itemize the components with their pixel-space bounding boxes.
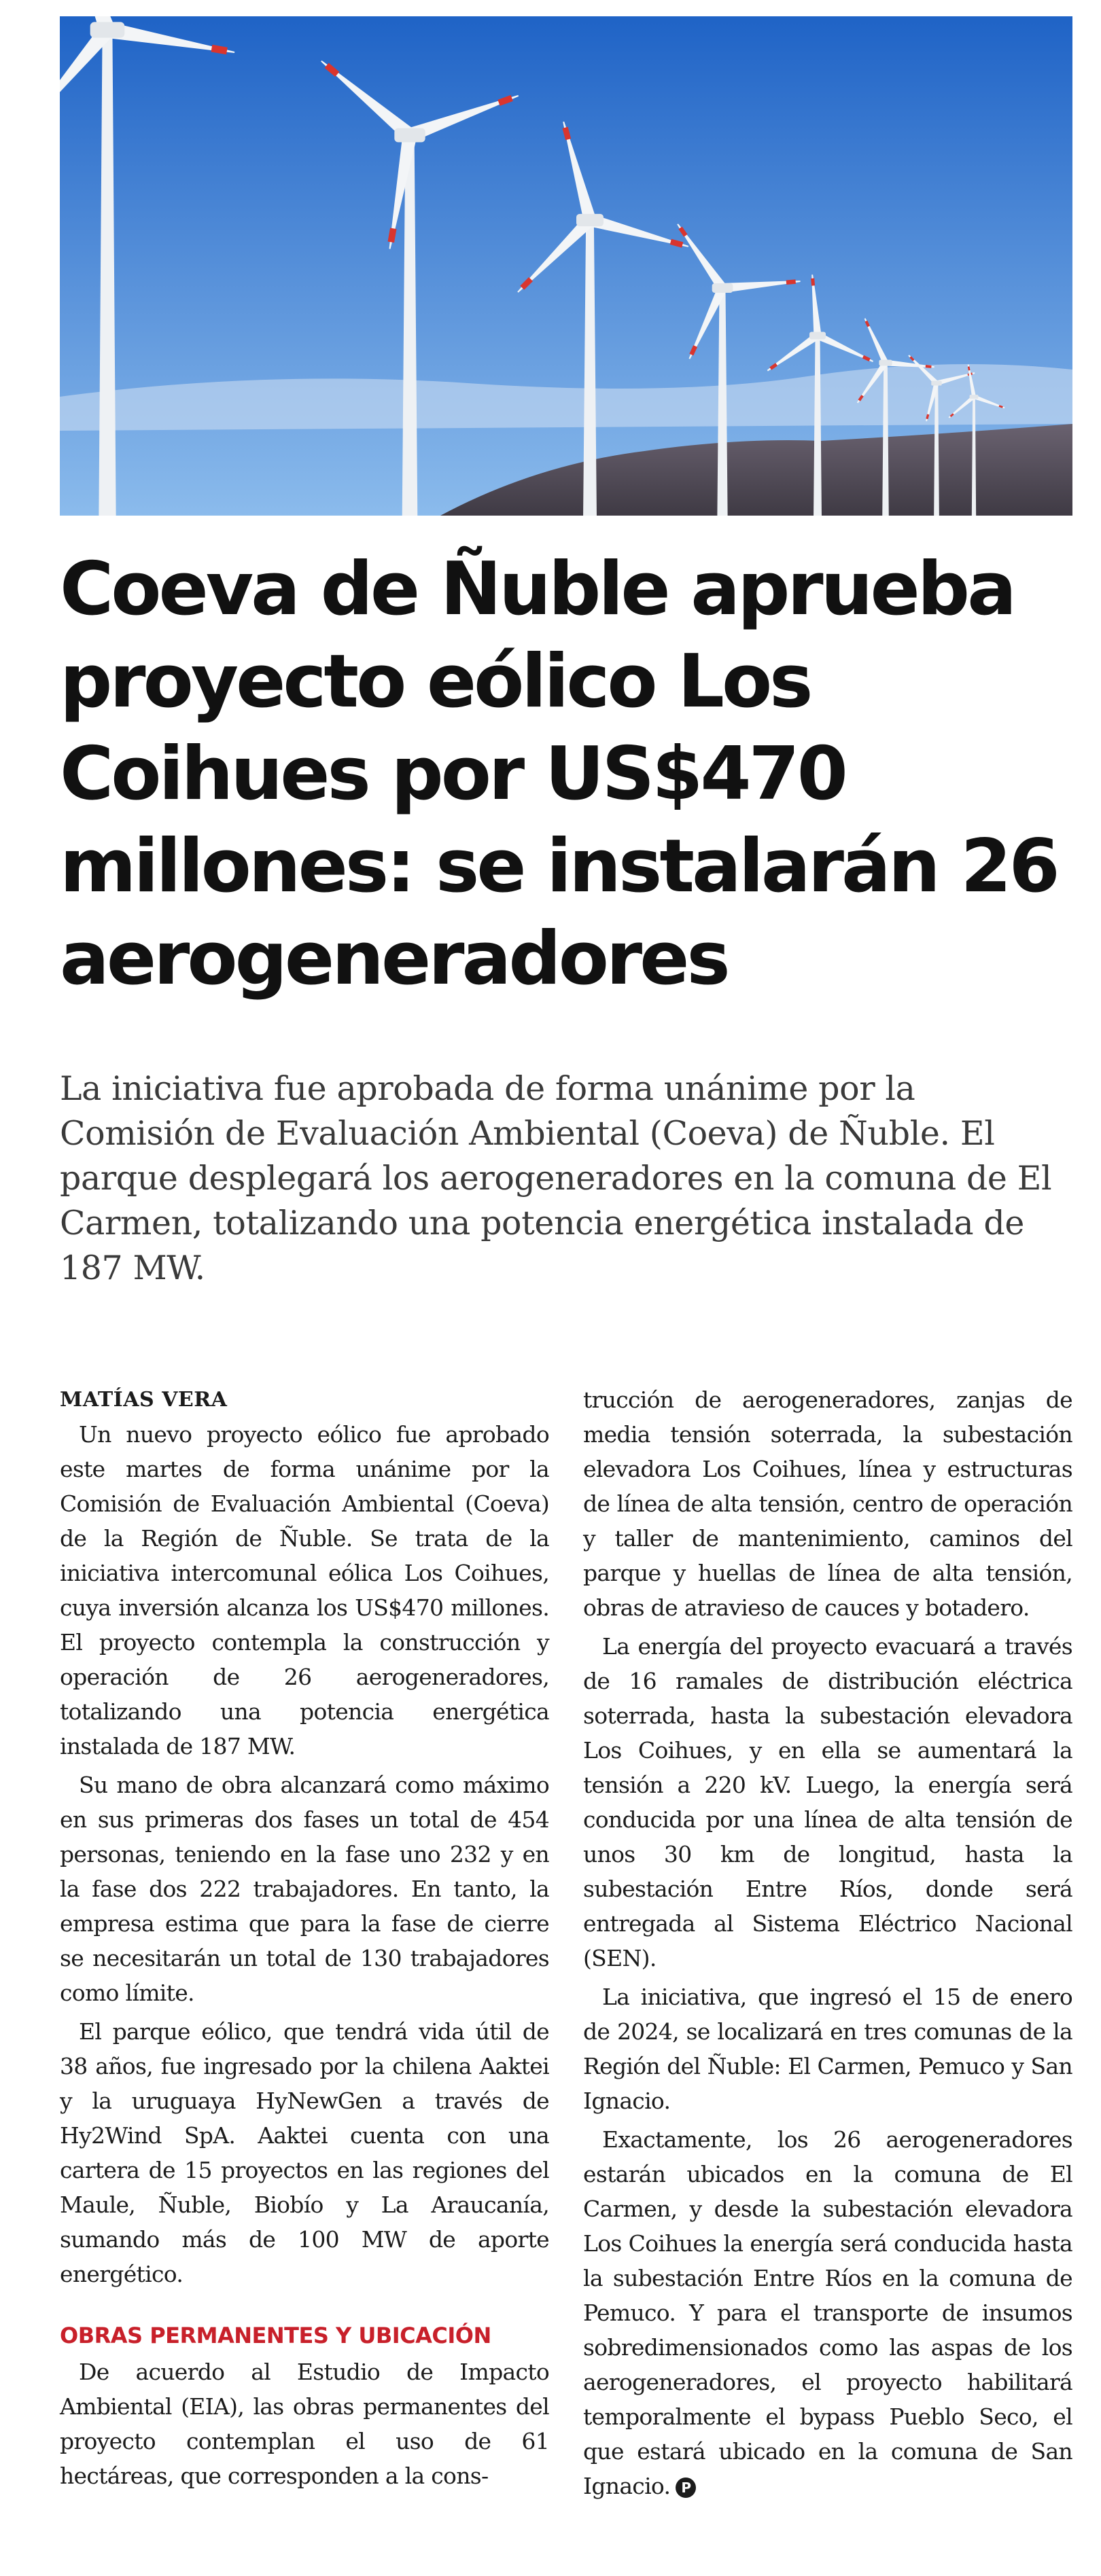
section-subhead: OBRAS PERMANENTES Y UBICACIÓN [60,2323,491,2348]
article-column-left [60,1382,549,2497]
wind-turbines-photo [60,16,1072,516]
headline: Coeva de Ñuble aprueba proyecto eólico Los Coihues por US$470 millones: se instalarán 26 aerogeneradores [60,547,1058,1001]
turbine-nacelle [90,22,125,37]
paragraph: De acuerdo al Estudio de Impacto Ambiental (EIA), las obras permanentes del proyecto contemplan el uso de 61 hectáreas, que corresponden a la cons- [60,2359,549,2489]
wind-turbines-illustration [60,16,1072,516]
byline: MATÍAS VERA [60,1388,228,1412]
paragraph: La iniciativa, que ingresó el 15 de enero de 2024, se localizará en tres comunas de la Región del Ñuble: El Carmen, Pemuco y San Ignacio. [583,1984,1072,2114]
turbine-nacelle [394,128,425,143]
article-column-right [583,1382,1072,2507]
paragraph-text: Exactamente, los 26 aerogeneradores estarán ubicados en la comuna de El Carmen, y desde la subestación elevadora Los Coihues la energía será conducida hasta la subestación Entre Ríos en la comuna de Pemuco. Y para el transporte de insumos sobredimensionados como las aspas de los aerogeneradores, el proyecto habilitará temporalmente el bypass Pueblo Seco, el que estará ubicado en la comuna de San Ignacio. [583,2126,1072,2499]
turbine-nacelle [712,283,733,293]
turbine-nacelle [576,214,604,226]
lede: La iniciativa fue aprobada de forma unánime por la Comisión de Evaluación Ambiental (Coeva) de Ñuble. El parque desplegará los aerogeneradores en la comuna de El Carmen, totalizando una potencia energética instalada de 187 MW. [60,1069,1052,1287]
paragraph: El parque eólico, que tendrá vida útil de 38 años, fue ingresado por la chilena Aaktei y la uruguaya HyNewGen a través de Hy2Wind SpA. Aaktei cuenta con una cartera de 15 proyectos en las regiones del Maule, Ñuble, Biobío y La Araucanía, sumando más de 100 MW de aporte energético. [60,2018,549,2287]
paragraph [583,2122,1072,2503]
paragraph: trucción de aerogeneradores, zanjas de media tensión soterrada, la subestación elevadora Los Coihues, línea y estructuras de línea de alta tensión, centro de operación y taller de mantenimiento, caminos del parque y huellas de línea de alta tensión, obras de atravieso de cauces y botadero. [583,1387,1072,1621]
turbine-nacelle [970,395,979,399]
paragraph: Un nuevo proyecto eólico fue aprobado este martes de forma unánime por la Comisión de Evaluación Ambiental (Coeva) de la Región de Ñuble. Se trata de la iniciativa intercomunal eólica Los Coihues, cuya inversión alcanza los US$470 millones. El proyecto contempla la construcción y operación de 26 aerogeneradores, totalizando una potencia energética instalada de 187 MW. [60,1421,549,1759]
turbine-nacelle [931,380,941,385]
turbine-nacelle [879,360,892,366]
end-mark-icon: P [676,2477,696,2498]
paragraph: La energía del proyecto evacuará a través de 16 ramales de distribución eléctrica soterrada, hasta la subestación elevadora Los Coihues, y en ella se aumentará la tensión a 220 kV. Luego, la energía será conducida por una línea de alta tensión de unos 30 km de longitud, hasta la subestación Entre Ríos, donde será entregada al Sistema Eléctrico Nacional (SEN). [583,1633,1072,1971]
turbine-nacelle [809,332,826,340]
paragraph: Su mano de obra alcanzará como máximo en sus primeras dos fases un total de 454 personas, teniendo en la fase uno 232 y en la fase dos 222 trabajadores. En tanto, la empresa estima que para la fase de cierre se necesitarán un total de 130 trabajadores como límite. [60,1772,549,2006]
